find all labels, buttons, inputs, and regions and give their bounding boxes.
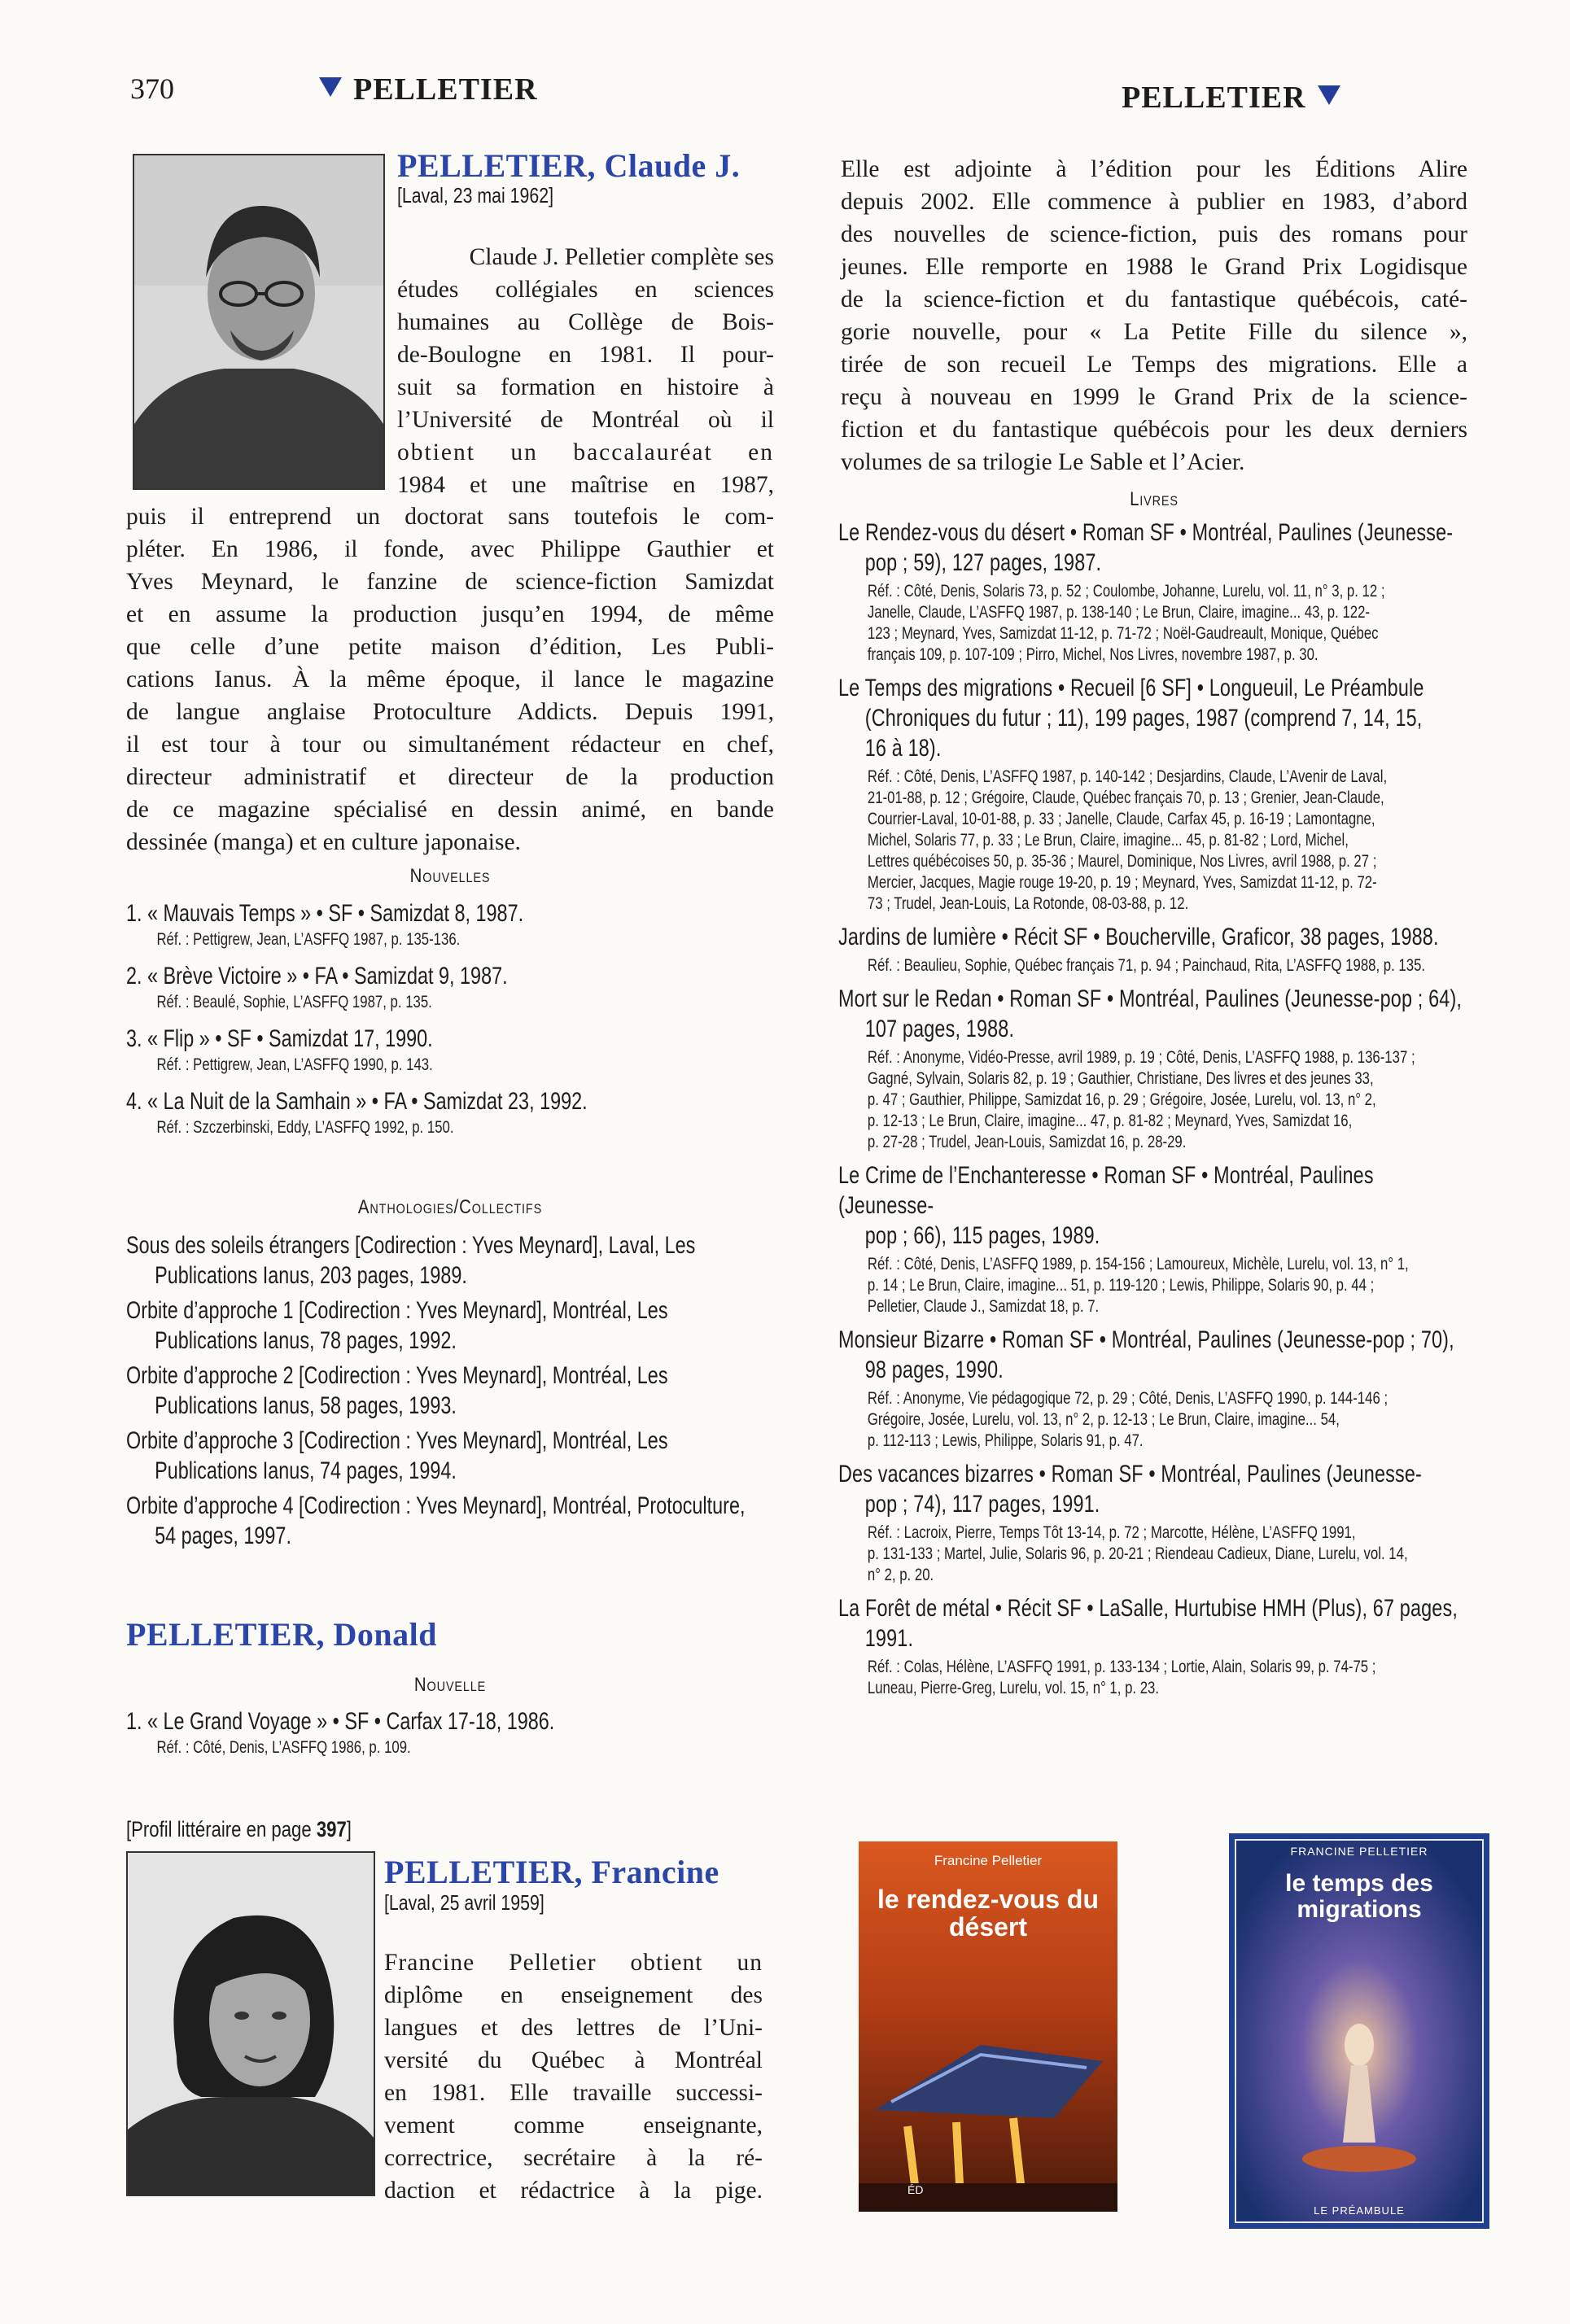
section-heading-nouvelles: Nouvelles: [409, 865, 491, 887]
reference-line: Luneau, Pierre-Greg, Lurelu, vol. 15, n° 1, p. 23.: [867, 1678, 1160, 1697]
list-item-line: Publications Ianus, 203 pages, 1989.: [155, 1262, 467, 1289]
bio-line: de langue anglaise Protoculture Addicts. Depuis 1991,: [126, 699, 774, 725]
reference-line: n° 2, p. 20.: [867, 1565, 934, 1584]
bio-line: 1984 et une maîtrise en 1987,: [397, 472, 774, 498]
bio-claude-beside-photo: [397, 241, 774, 501]
reference-line: Réf. : Colas, Hélène, L’ASFFQ 1991, p. 133-134 ; Lortie, Alain, Solaris 99, p. 74-75 ;: [867, 1657, 1376, 1676]
book-entry-title-line: Mort sur le Redan • Roman SF • Montréal, Paulines (Jeunesse-pop ; 64),: [838, 985, 1463, 1012]
bio-line: versité du Québec à Montréal: [384, 2047, 763, 2073]
bio-line: obtient un baccalauréat en: [397, 439, 774, 465]
bio-line: vement comme enseignante,: [384, 2112, 763, 2138]
book-entry-title-line: Monsieur Bizarre • Roman SF • Montréal, Paulines (Jeunesse-pop ; 70),: [838, 1326, 1454, 1353]
reference-line: p. 112-113 ; Lewis, Philippe, Solaris 91, p. 47.: [867, 1431, 1144, 1450]
book-entry-line: pop ; 74), 117 pages, 1991.: [864, 1491, 1100, 1518]
bio-line: Francine Pelletier obtient un: [384, 1950, 763, 1976]
list-item: 1. « Mauvais Temps » • SF • Samizdat 8, 1987.: [126, 900, 524, 927]
book-references: [838, 954, 1473, 976]
bio-line: études collégiales en sciences: [397, 277, 774, 303]
reference-line: Gagné, Sylvain, Solaris 82, p. 19 ; Gauthier, Christiane, Des livres et des jeunes 33,: [867, 1068, 1374, 1088]
list-item-line: Sous des soleils étrangers [Codirection : Yves Meynard], Laval, Les: [126, 1232, 696, 1259]
list-item-line: Orbite d’approche 4 [Codirection : Yves Meynard], Montréal, Protoculture,: [126, 1492, 746, 1519]
reference-line: Réf. : Côté, Denis, Solaris 73, p. 52 ; Coulombe, Johanne, Lurelu, vol. 11, n° 3, p. 12 ;: [867, 581, 1385, 601]
bio-line: et en assume la production jusqu’en 1994, de même: [126, 601, 774, 627]
book-entry-line: 1991.: [864, 1625, 914, 1652]
bio-line: reçu à nouveau en 1999 le Grand Prix de la science-: [841, 384, 1467, 410]
reference-line: Réf. : Lacroix, Pierre, Temps Tôt 13-14, p. 72 ; Marcotte, Hélène, L’ASFFQ 1991,: [867, 1522, 1356, 1542]
bio-line: Claude J. Pelletier complète ses: [469, 244, 774, 270]
bio-line: suit sa formation en histoire à: [397, 374, 774, 400]
book-entry-title-line: Des vacances bizarres • Roman SF • Montréal, Paulines (Jeunesse-: [838, 1461, 1422, 1487]
portrait-man-image: [134, 155, 383, 488]
book-references: [838, 580, 1473, 665]
section-heading-nouvelle: Nouvelle: [413, 1674, 487, 1696]
donald-nouvelle: [126, 1706, 940, 1758]
bio-line: directeur administratif et directeur de la production: [126, 764, 774, 790]
bio-line: daction et rédactrice à la pige.: [384, 2178, 763, 2204]
bio-francine-beside-photo: [384, 1946, 763, 2207]
profile-reference: [Profil littéraire en page 397]: [126, 1817, 352, 1841]
book-references: [838, 1522, 1473, 1585]
reference-line: 21-01-88, p. 12 ; Grégoire, Claude, Québec français 70, p. 13 ; Grenier, Jean-Claude,: [867, 788, 1384, 807]
reference-line: Michel, Solaris 77, p. 33 ; Le Brun, Claire, imagine... 45, p. 81-82 ; Lord, Michel,: [867, 830, 1349, 850]
book-references: [838, 1656, 1473, 1698]
book-references: [838, 1387, 1473, 1451]
bio-line: volumes de sa trilogie Le Sable et l’Acier.: [841, 449, 1245, 475]
reference-line: p. 47 ; Gauthier, Philippe, Samizdat 16, p. 29 ; Grégoire, Josée, Lurelu, vol. 13, n° 2,: [867, 1090, 1376, 1109]
section-heading-livres: Livres: [1130, 488, 1179, 510]
reference-line: Réf. : Côté, Denis, L’ASFFQ 1987, p. 140-142 ; Desjardins, Claude, L’Avenir de Laval,: [867, 767, 1388, 786]
bio-claude-full-width: [126, 500, 774, 858]
bio-line: de ce magazine spécialisé en dessin animé, en bande: [126, 797, 774, 823]
book-entry-line: 107 pages, 1988.: [864, 1016, 1015, 1042]
section-heading-anthologies: Anthologies/Collectifs: [357, 1196, 543, 1218]
reference-line: Courrier-Laval, 10-01-88, p. 33 ; Janelle, Claude, Carfax 45, p. 16-19 ; Lamontagne,: [867, 809, 1375, 828]
bio-line: diplôme en enseignement des: [384, 1982, 763, 2008]
reference-line: Mercier, Jacques, Magie rouge 19-20, p. 19 ; Meynard, Yves, Samizdat 11-12, p. 72-: [867, 872, 1377, 892]
book-references: [838, 1253, 1473, 1317]
reference-line: Réf. : Beaulieu, Sophie, Québec français 71, p. 94 ; Painchaud, Rita, L’ASFFQ 1988, p. 135.: [867, 955, 1426, 975]
reference-line: Lettres québécoises 50, p. 35-36 ; Maurel, Dominique, Nos Livres, avril 1988, p. 27 ;: [867, 851, 1377, 871]
bio-line: des nouvelles de science-fiction, puis des romans pour: [841, 221, 1467, 247]
reference-line: Grégoire, Josée, Lurelu, vol. 13, n° 2, p. 12-13 ; Le Brun, Claire, imagine... 54,: [867, 1409, 1340, 1429]
bio-line: de la science-fiction et du fantastique québécois, caté-: [841, 286, 1467, 312]
triangle-marker-icon: [1318, 85, 1340, 105]
reference-line: français 109, p. 107-109 ; Pirro, Michel, Nos Livres, novembre 1987, p. 30.: [867, 644, 1319, 664]
book-references: [838, 1046, 1473, 1152]
page-number: 370: [130, 72, 174, 105]
bio-line: puis il entreprend un doctorat sans toutefois le com-: [126, 504, 774, 530]
reference: Réf. : Szczerbinski, Eddy, L’ASFFQ 1992, p. 150.: [156, 1117, 454, 1137]
book-cover-rendez-vous: [859, 1841, 1117, 2212]
list-item-line: Publications Ianus, 58 pages, 1993.: [155, 1392, 457, 1419]
reference-line: Réf. : Côté, Denis, L’ASFFQ 1989, p. 154-156 ; Lamoureux, Michèle, Lurelu, vol. 13, n° 1,: [867, 1254, 1409, 1273]
book-references: [838, 766, 1473, 914]
list-item-line: Publications Ianus, 74 pages, 1994.: [155, 1457, 457, 1484]
portrait-woman-image: [128, 1853, 374, 2195]
reference-line: 123 ; Meynard, Yves, Samizdat 11-12, p. 71-72 ; Noël-Gaudreault, Monique, Québec: [867, 623, 1379, 643]
reference-line: Janelle, Claude, L’ASFFQ 1987, p. 138-140 ; Le Brun, Claire, imagine... 43, p. 122-: [867, 602, 1371, 622]
book-entry-line: (Chroniques du futur ; 11), 199 pages, 1987 (comprend 7, 14, 15,: [864, 705, 1423, 732]
list-item: 1. « Le Grand Voyage » • SF • Carfax 17-18, 1986.: [126, 1708, 555, 1735]
list-item: 4. « La Nuit de la Samhain » • FA • Samizdat 23, 1992.: [126, 1088, 588, 1115]
list-item-line: Orbite d’approche 2 [Codirection : Yves Meynard], Montréal, Les: [126, 1362, 668, 1389]
bio-line: cations Ianus. À la même époque, il lance le magazine: [126, 666, 774, 692]
list-item: 3. « Flip » • SF • Samizdat 17, 1990.: [126, 1025, 433, 1052]
bio-line: il est tour à tour ou simultanément rédacteur en chef,: [126, 732, 774, 758]
list-item-line: 54 pages, 1997.: [155, 1522, 291, 1549]
book-entry-title-line: Jardins de lumière • Récit SF • Boucherville, Graficor, 38 pages, 1988.: [838, 924, 1439, 950]
livres-list: [838, 518, 1570, 1706]
book-entry-line: 16 à 18).: [864, 735, 942, 762]
running-header-right: PELLETIER: [1122, 80, 1340, 116]
bio-line: que celle d’une petite maison d’édition, Les Publi-: [126, 634, 774, 660]
author-name-donald: PELLETIER, Donald: [126, 1616, 437, 1653]
author-name-francine: PELLETIER, Francine: [384, 1854, 719, 1890]
nouvelles-list: [126, 898, 940, 1138]
bio-line: [126, 566, 774, 598]
bio-line: l’Université de Montréal où il: [397, 407, 774, 433]
reference: Réf. : Beaulé, Sophie, L’ASFFQ 1987, p. 135.: [156, 992, 432, 1011]
reference-line: Réf. : Anonyme, Vidéo-Presse, avril 1989, p. 19 ; Côté, Denis, L’ASFFQ 1988, p. 136-137 ;: [867, 1047, 1415, 1067]
book-entry-line: 98 pages, 1990.: [864, 1356, 1004, 1383]
reference: Réf. : Pettigrew, Jean, L’ASFFQ 1987, p. 135-136.: [156, 929, 461, 949]
bio-line: fiction et du fantastique québécois pour les deux derniers: [841, 417, 1467, 443]
cover-author: Francine Pelletier: [934, 1853, 1043, 1868]
reference-line: 73 ; Trudel, Jean-Louis, La Rotonde, 08-03-88, p. 12.: [867, 893, 1189, 913]
book-cover-temps-migrations: [1229, 1833, 1489, 2229]
reference: Réf. : Côté, Denis, L’ASFFQ 1986, p. 109.: [156, 1737, 411, 1757]
bio-line: gorie nouvelle, pour « La Petite Fille du silence »,: [841, 319, 1467, 345]
author-photo-francine: [126, 1851, 375, 2196]
bio-line: en 1981. Elle travaille successi-: [384, 2080, 763, 2106]
running-header-left: PELLETIER: [319, 72, 538, 107]
list-item: 2. « Brève Victoire » • FA • Samizdat 9, 1987.: [126, 963, 508, 989]
bio-line: correctrice, secrétaire à la ré-: [384, 2145, 763, 2171]
triangle-marker-icon: [319, 77, 342, 97]
reference-line: p. 131-133 ; Martel, Julie, Solaris 96, p. 20-21 ; Riendeau Cadieux, Diane, Lurelu, vol. 14,: [867, 1544, 1408, 1563]
cover-author: FRANCINE PELLETIER: [1290, 1845, 1428, 1858]
list-item-line: Publications Ianus, 78 pages, 1992.: [155, 1327, 457, 1354]
bio-line-text: Yves Meynard, le fanzine de science-fiction Samizdat: [126, 569, 774, 595]
profile-page-number: 397: [316, 1817, 347, 1841]
cover-title: le rendez-vous du désert: [877, 1885, 1100, 1942]
bio-line: depuis 2002. Elle commence à publier en 1983, d’abord: [841, 189, 1467, 215]
bio-francine-continued: [841, 153, 1467, 478]
book-entry-line: pop ; 59), 127 pages, 1987.: [864, 549, 1102, 576]
bio-line: dessinée (manga) et en culture japonaise.: [126, 829, 521, 855]
publisher-mark: ÉD: [907, 2183, 924, 2196]
author-photo-claude: [133, 154, 385, 490]
list-item-line: Orbite d’approche 3 [Codirection : Yves Meynard], Montréal, Les: [126, 1427, 668, 1454]
author-birth-claude: [Laval, 23 mai 1962]: [397, 183, 554, 208]
bio-line: Elle est adjointe à l’édition pour les Éditions Alire: [841, 156, 1467, 182]
bio-line: tirée de son recueil Le Temps des migrations. Elle a: [841, 352, 1467, 378]
cover-title: le temps des migrations: [1285, 1870, 1433, 1923]
book-entry-title-line: Le Crime de l’Enchanteresse • Roman SF • Montréal, Paulines (Jeunesse-: [838, 1162, 1374, 1219]
author-name-claude: PELLETIER, Claude J.: [397, 147, 741, 184]
cover-publisher: LE PRÉAMBULE: [1314, 2204, 1405, 2217]
list-item-line: Orbite d’approche 1 [Codirection : Yves Meynard], Montréal, Les: [126, 1297, 668, 1324]
bio-line: jeunes. Elle remporte en 1988 le Grand Prix Logidisque: [841, 254, 1467, 280]
reference-line: Pelletier, Claude J., Samizdat 18, p. 7.: [867, 1296, 1100, 1316]
author-birth-francine: [Laval, 25 avril 1959]: [384, 1890, 544, 1915]
bio-line: pléter. En 1986, il fonde, avec Philippe Gauthier et: [126, 536, 774, 562]
reference-line: p. 27-28 ; Trudel, Jean-Louis, Samizdat 16, p. 28-29.: [867, 1132, 1187, 1151]
anthologies-list: [126, 1230, 948, 1551]
reference: Réf. : Pettigrew, Jean, L’ASFFQ 1990, p. 143.: [156, 1055, 433, 1074]
bio-line: humaines au Collège de Bois-: [397, 309, 774, 335]
reference-line: p. 12-13 ; Le Brun, Claire, imagine... 47, p. 81-82 ; Meynard, Yves, Samizdat 16,: [867, 1111, 1353, 1130]
bio-line: langues et des lettres de l’Uni-: [384, 2015, 763, 2041]
book-entry-title-line: Le Rendez-vous du désert • Roman SF • Montréal, Paulines (Jeunesse-: [838, 519, 1454, 546]
book-entry-title-line: La Forêt de métal • Récit SF • LaSalle, Hurtubise HMH (Plus), 67 pages,: [838, 1595, 1458, 1622]
bio-line: de-Boulogne en 1981. Il pour-: [397, 342, 774, 368]
reference-line: p. 14 ; Le Brun, Claire, imagine... 51, p. 119-120 ; Lewis, Philippe, Solaris 90, p. 44 ;: [867, 1275, 1375, 1295]
book-entry-line: pop ; 66), 115 pages, 1989.: [864, 1222, 1100, 1249]
reference-line: Réf. : Anonyme, Vie pédagogique 72, p. 29 ; Côté, Denis, L’ASFFQ 1990, p. 144-146 ;: [867, 1388, 1389, 1408]
book-entry-title-line: Le Temps des migrations • Recueil [6 SF] • Longueuil, Le Préambule: [838, 675, 1424, 701]
